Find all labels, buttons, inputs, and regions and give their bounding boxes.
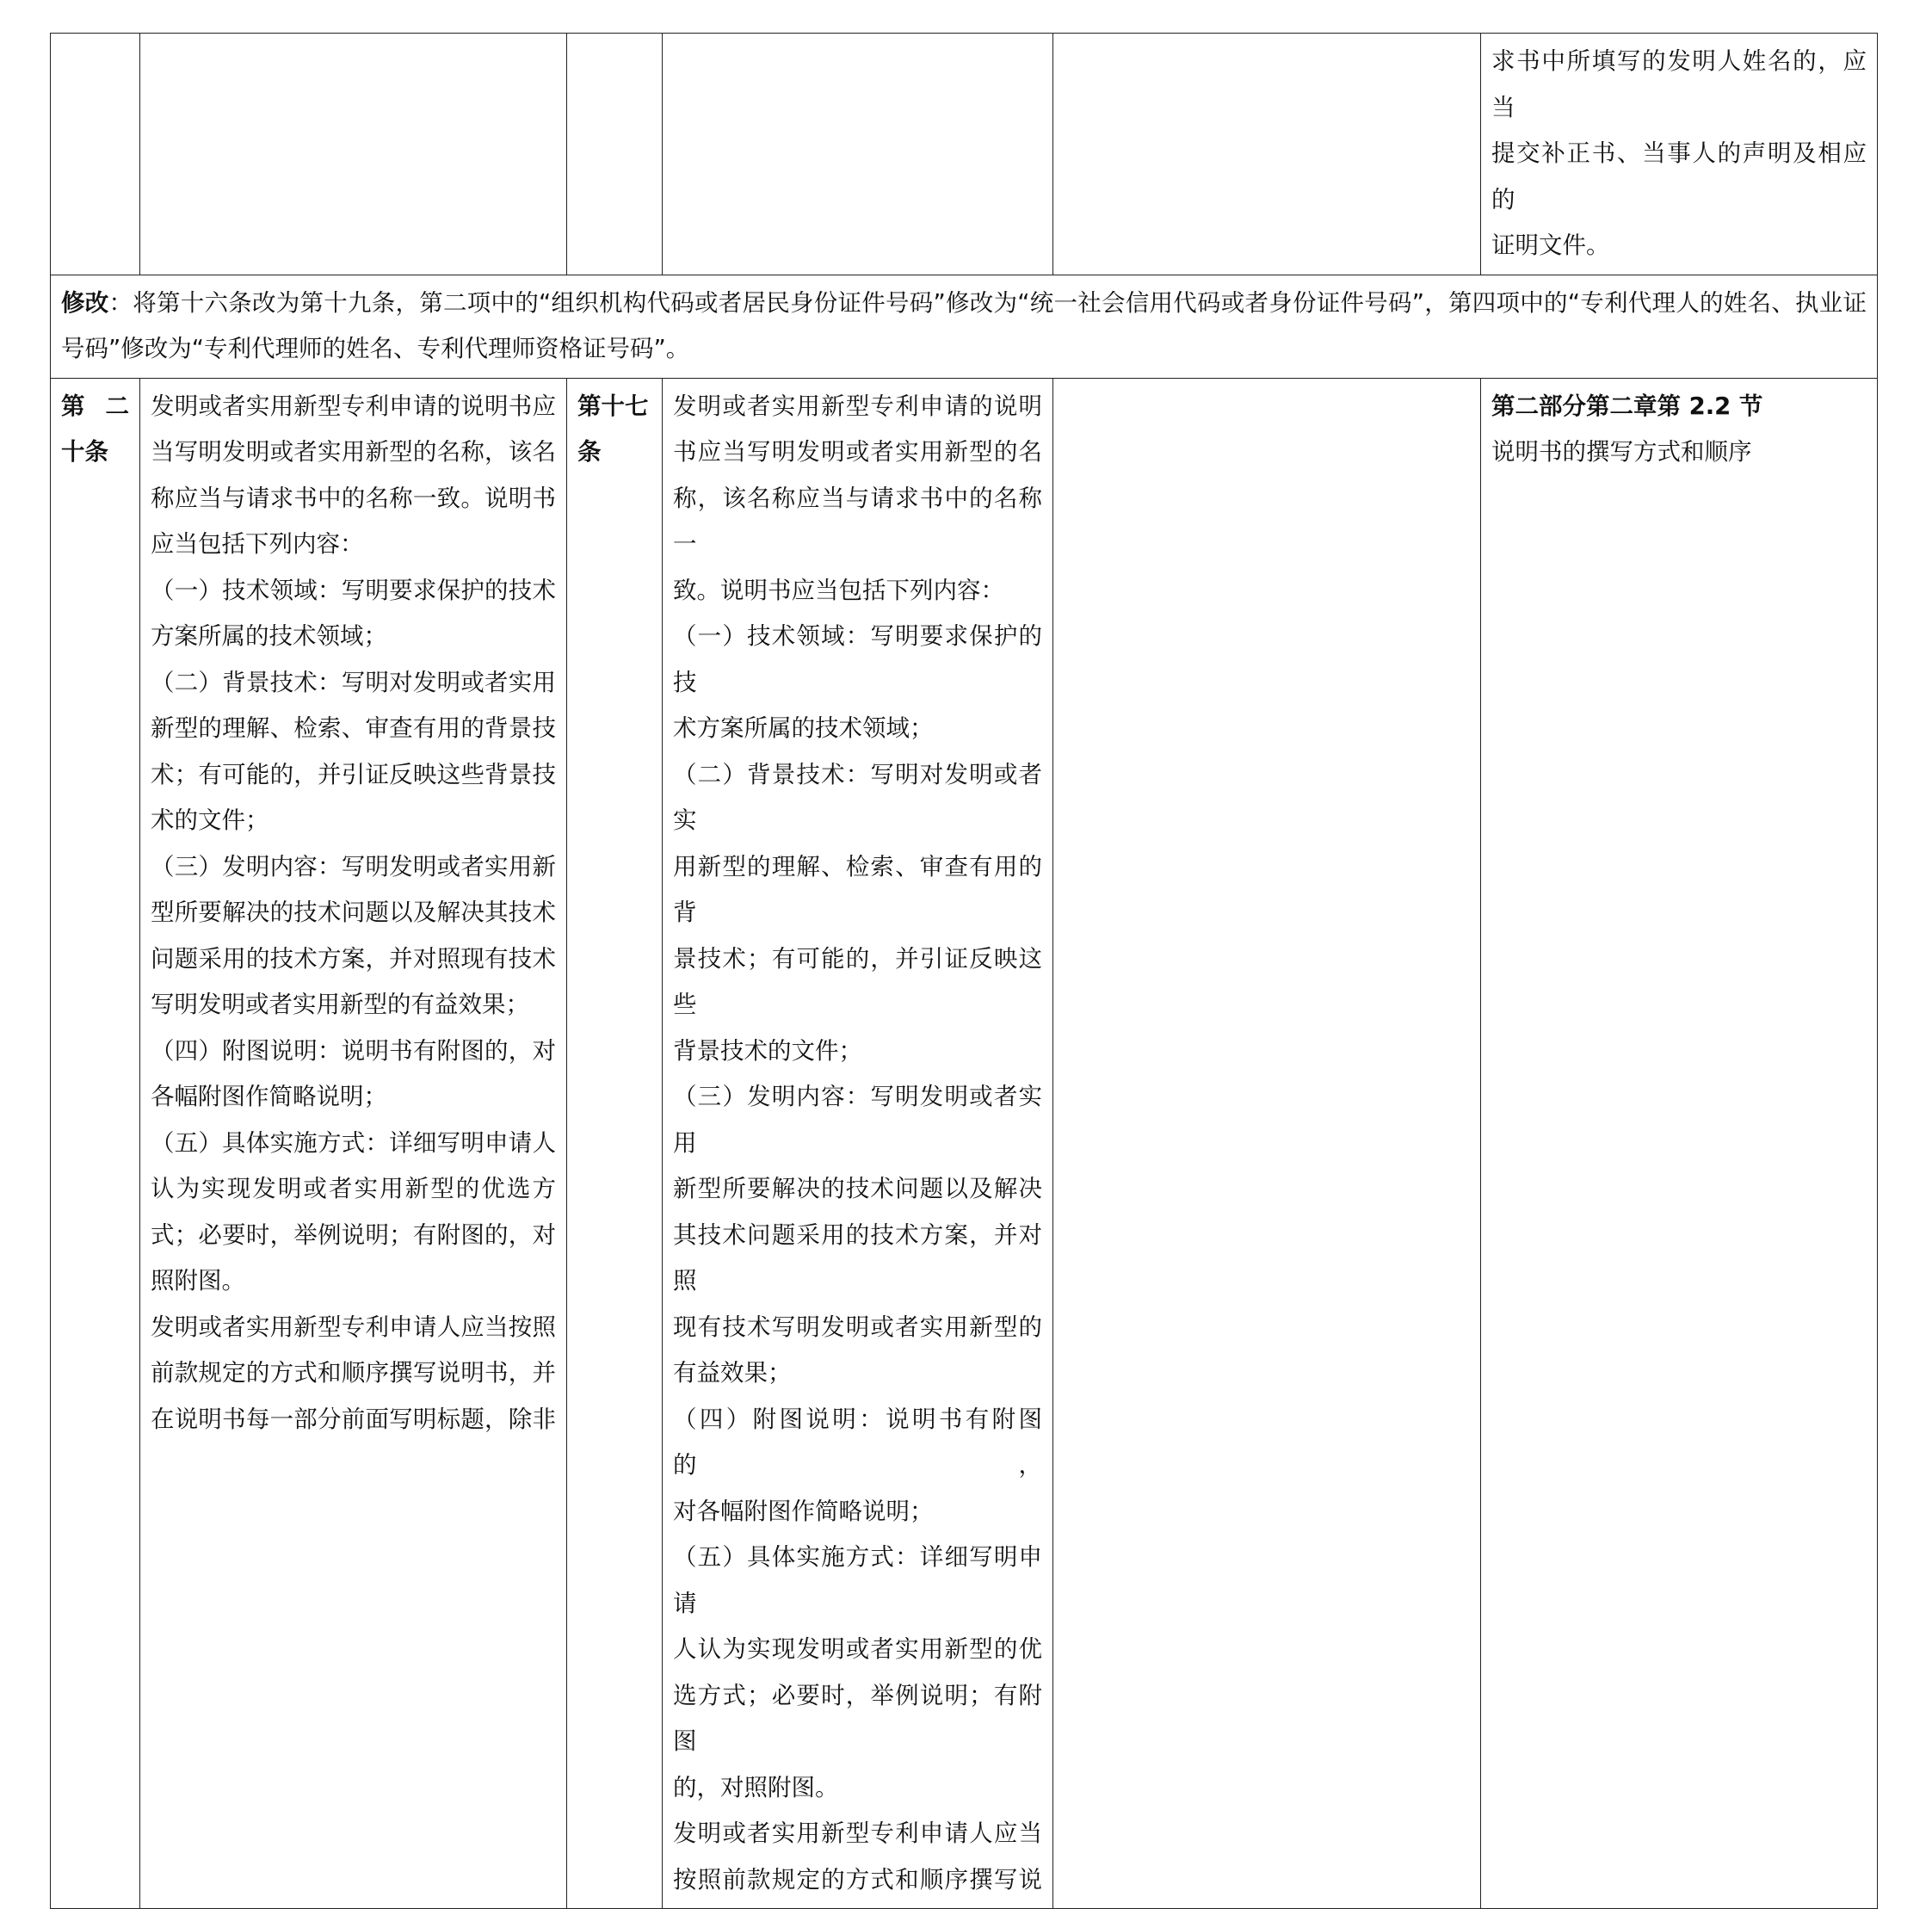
modification-cell <box>51 275 1878 378</box>
text-line: （三）发明内容：写明发明或者实用 <box>673 1083 1042 1157</box>
cell-old-article <box>567 34 663 275</box>
text-line: 用新型的理解、检索、审查有用的背 <box>673 852 1042 926</box>
note-line: 提交补正书、当事人的声明及相应的 <box>1491 139 1867 213</box>
table-row <box>51 275 1878 378</box>
text-line: （四）附图说明：说明书有附图的， <box>673 1405 1042 1479</box>
article-line: 十条 <box>61 438 108 466</box>
cell-new-article <box>51 34 140 275</box>
text-line: 背景技术的文件； <box>673 1036 862 1065</box>
text-line: 术；有可能的，并引证反映这些背景技 <box>151 760 556 788</box>
text-line: 新型的理解、检索、审查有用的背景技 <box>151 714 556 742</box>
new-article-number <box>51 378 140 1909</box>
text-line: 发明或者实用新型专利申请的说明 <box>673 392 1042 420</box>
text-line: （五）具体实施方式：详细写明申请 <box>673 1543 1042 1617</box>
text-line: 照附图。 <box>151 1267 245 1294</box>
text-line: 写明发明或者实用新型的有益效果； <box>151 991 529 1018</box>
cell-empty <box>1053 34 1481 275</box>
old-article-number <box>567 378 663 1909</box>
cell-note <box>1481 34 1878 275</box>
note-line: 证明文件。 <box>1491 232 1610 259</box>
text-line: 书应当写明发明或者实用新型的名 <box>673 438 1042 466</box>
modification-label: 修改 <box>61 288 109 317</box>
cell-empty <box>1053 378 1481 1909</box>
text-line: 各幅附图作简略说明； <box>151 1083 387 1110</box>
document-page <box>50 33 1877 1909</box>
table-row <box>51 34 1878 275</box>
text-line: 发明或者实用新型专利申请人应当按照 <box>151 1313 556 1341</box>
text-line: （一）技术领域：写明要求保护的技术 <box>151 576 556 604</box>
text-line: 对各幅附图作简略说明； <box>673 1497 934 1525</box>
text-line: 术方案所属的技术领域； <box>673 714 934 742</box>
cell-old-text <box>663 34 1053 275</box>
cell-new-text <box>140 34 567 275</box>
text-line: 前款规定的方式和顺序撰写说明书，并 <box>151 1359 556 1387</box>
text-line: 式；必要时，举例说明；有附图的，对 <box>151 1220 556 1249</box>
reference-subtitle: 说明书的撰写方式和顺序 <box>1491 438 1752 466</box>
text-line: 的，对照附图。 <box>673 1773 839 1801</box>
comparison-table <box>50 33 1878 1909</box>
article-line: 第 二 <box>61 392 129 420</box>
text-line: （五）具体实施方式：详细写明申请人 <box>151 1128 556 1157</box>
note-line: 求书中所填写的发明人姓名的，应当 <box>1491 47 1867 121</box>
text-line: 发明或者实用新型专利申请的说明书应 <box>151 392 556 420</box>
new-article-text <box>140 378 567 1909</box>
text-line: 按照前款规定的方式和顺序撰写说 <box>673 1865 1042 1894</box>
text-line: 称，该名称应当与请求书中的名称一 <box>673 484 1042 558</box>
old-article-text <box>663 378 1053 1909</box>
text-line: 现有技术写明发明或者实用新型的 <box>673 1313 1042 1341</box>
text-line: 新型所要解决的技术问题以及解决 <box>673 1175 1042 1202</box>
text-line: 其技术问题采用的技术方案，并对照 <box>673 1220 1042 1294</box>
text-line: 景技术；有可能的，并引证反映这些 <box>673 944 1042 1018</box>
text-line: （四）附图说明：说明书有附图的，对 <box>151 1036 556 1065</box>
text-line: 应当包括下列内容： <box>151 530 364 558</box>
text-line: 有益效果； <box>673 1359 792 1387</box>
text-line: 术的文件； <box>151 806 269 834</box>
article-line: 第十七 <box>577 392 649 420</box>
text-line: （一）技术领域：写明要求保护的技 <box>673 622 1042 696</box>
article-line: 条 <box>577 438 602 466</box>
text-line: 在说明书每一部分前面写明标题，除非 <box>151 1405 556 1433</box>
reference-title: 第二部分第二章第 2.2 节 <box>1491 392 1763 420</box>
text-line: 当写明发明或者实用新型的名称，该名 <box>151 438 556 466</box>
reference-cell <box>1481 378 1878 1909</box>
text-line: 认为实现发明或者实用新型的优选方 <box>151 1175 556 1202</box>
text-line: 致。说明书应当包括下列内容： <box>673 576 1004 604</box>
text-line: 称应当与请求书中的名称一致。说明书 <box>151 484 556 512</box>
text-line: （三）发明内容：写明发明或者实用新 <box>151 852 556 880</box>
text-line: 问题采用的技术方案，并对照现有技术 <box>151 944 556 973</box>
table-row <box>51 378 1878 1909</box>
text-line: 方案所属的技术领域； <box>151 622 387 650</box>
text-line: （二）背景技术：写明对发明或者实 <box>673 760 1042 834</box>
modification-text: ：将第十六条改为第十九条，第二项中的“组织机构代码或者居民身份证件号码”修改为“统一社会信用代码或者身份证件号码”，第四项中的“专利代理人的姓名、执业证号码”修改为“专利代理师的姓名、专利代理师资格证号码”。 <box>61 288 1867 362</box>
text-line: 选方式；必要时，举例说明；有附图 <box>673 1681 1042 1755</box>
text-line: 发明或者实用新型专利申请人应当 <box>673 1819 1042 1847</box>
text-line: （二）背景技术：写明对发明或者实用 <box>151 668 556 696</box>
text-line: 人认为实现发明或者实用新型的优 <box>673 1635 1042 1663</box>
text-line: 型所要解决的技术问题以及解决其技术 <box>151 899 556 926</box>
